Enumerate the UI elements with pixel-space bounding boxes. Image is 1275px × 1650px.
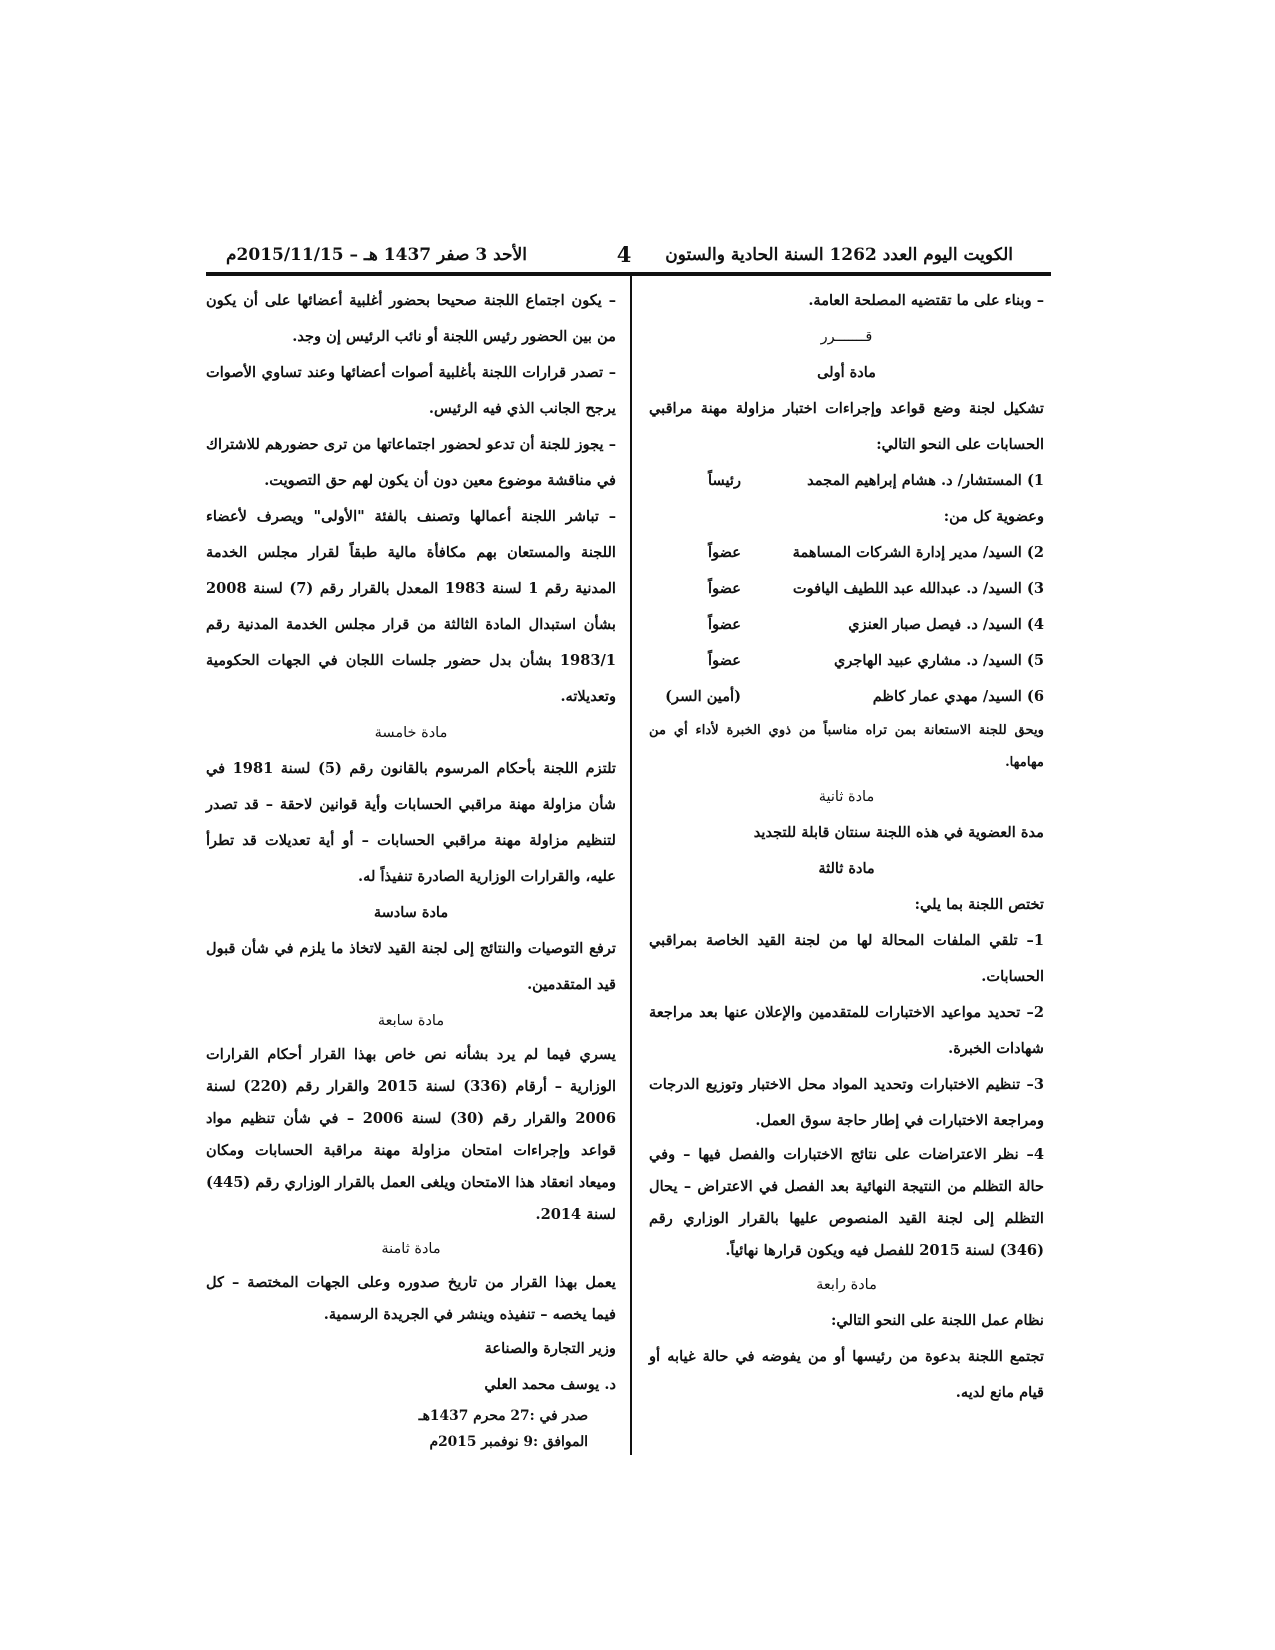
rule-item: – يجوز للجنة أن تدعو لحضور اجتماعاتها من ترى حضورهم للاشتراك في مناقشة موضوع معين دون أن يكون لهم حق التصويت. (206, 436, 616, 489)
member-name: 6) السيد/ مهدي عمار كاظم (872, 688, 1044, 705)
article-7-title: مادة سابعة (377, 1013, 445, 1029)
article-3-item: 4– نظر الاعتراضات على نتائج الاختبارات والفصل فيها – وفي حالة التظلم من النتيجة النهائية بعد الفصل في الاعتراض – يحال التظلم إلى لجنة القيد المنصوص عليها بالقرار الوزاري رقم (346) لسنة 2015 للفصل فيه ويكون قرارها نهائياً. (649, 1146, 1044, 1259)
header-date: الأحد 3 صفر 1437 هـ – 2015/11/15م (226, 245, 527, 265)
member-name: 5) السيد/ د. مشاري عبيد الهاجري (833, 652, 1044, 669)
member-row (649, 679, 1044, 715)
article-4-text: تجتمع اللجنة بدعوة من رئيسها أو من يفوضه في حالة غيابه أو قيام مانع لديه. (649, 1348, 1044, 1401)
member-role: (أمين السر) (665, 688, 741, 705)
article-3-intro: تختص اللجنة بما يلي: (914, 896, 1044, 913)
article-6-title: مادة سادسة (373, 904, 449, 921)
article-7-text: يسري فيما لم يرد بشأنه نص خاص بهذا القرار أحكام القرارات الوزارية – أرقام (336) لسنة 2015 والقرار رقم (220) لسنة 2006 والقرار رقم (30) لسنة 2006 – في شأن تنظيم مواد قواعد وإجراءات امتحان مزاولة مهنة مراقبة الحسابات ومكان وميعاد انعقاد هذا الامتحان ويلغى العمل بالقرار الوزاري رقم (445) لسنة 2014. (206, 1046, 616, 1223)
article-5-title: مادة خامسة (374, 725, 448, 741)
member-role: عضواً (708, 652, 741, 669)
member-name: 2) السيد/ مدير إدارة الشركات المساهمة (792, 544, 1044, 561)
article-5-text: تلتزم اللجنة بأحكام المرسوم بالقانون رقم (5) لسنة 1981 في شأن مزاولة مهنة مراقبي الحسابات وأية قوانين لاحقة – قد تصدر لتنظيم مزاولة مهنة مراقبي الحسابات – أو أية تعديلات قد تطرأ عليه، والقرارات الوزارية الصادرة تنفيذاً له. (206, 760, 616, 885)
article-1-title: مادة أولى (817, 364, 876, 381)
intro-text: – وبناء على ما تقتضيه المصلحة العامة. (808, 292, 1044, 309)
member-name: 1) المستشار/ د. هشام إبراهيم المجمد (807, 472, 1044, 489)
rule-item: – يكون اجتماع اللجنة صحيحا بحضور أغلبية أعضائها على أن يكون من بين الحضور رئيس اللجنة أو نائب الرئيس إن وجد. (206, 292, 616, 345)
column-divider (630, 276, 632, 1455)
minister-title: وزير التجارة والصناعة (484, 1340, 616, 1357)
header-issue-info: الكويت اليوم العدد 1262 السنة الحادية والستون (665, 245, 1013, 265)
experts-note: ويحق للجنة الاستعانة بمن تراه مناسباً من ذوي الخبرة لأداء أي من مهامها. (649, 723, 1044, 770)
article-6-text: ترفع التوصيات والنتائج إلى لجنة القيد لاتخاذ ما يلزم في شأن قبول قيد المتقدمين. (206, 940, 616, 993)
member-row (649, 607, 1044, 643)
article-3-item: 3– تنظيم الاختبارات وتحديد المواد محل الاختبار وتوزيع الدرجات ومراجعة الاختبارات في إطار حاجة سوق العمل. (649, 1076, 1044, 1129)
committee-chair (649, 463, 1044, 499)
article-8-text: يعمل بهذا القرار من تاريخ صدوره وعلى الجهات المختصة – كل فيما يخصه – تنفيذه وينشر في الجريدة الرسمية. (206, 1274, 616, 1323)
member-row (649, 535, 1044, 571)
rule-item: – تباشر اللجنة أعمالها وتصنف بالفئة "الأولى" ويصرف لأعضاء اللجنة والمستعان بهم مكافأة مالية طبقاً لقرار مجلس الخدمة المدنية رقم 1 لسنة 1983 المعدل بالقرار رقم (7) لسنة 2008 بشأن استبدال المادة الثالثة من قرار مجلس الخدمة المدنية رقم 1983/1 بشأن بدل حضور جلسات اللجان في الجهات الحكومية وتعديلاته. (206, 508, 616, 705)
decree-word: قـــــــرر (820, 329, 873, 345)
header-rule (206, 272, 1051, 276)
article-1-text: تشكيل لجنة وضع قواعد وإجراءات اختبار مزاولة مهنة مراقبي الحسابات على النحو التالي: (649, 400, 1044, 453)
member-name: 4) السيد/ د. فيصل صبار العنزي (848, 616, 1044, 633)
members-intro: وعضوية كل من: (943, 508, 1044, 525)
member-role: عضواً (708, 616, 741, 633)
member-role: رئيساً (708, 472, 741, 489)
rule-item: – تصدر قرارات اللجنة بأغلبية أصوات أعضائها وعند تساوي الأصوات يرجح الجانب الذي فيه الرئيس. (206, 364, 616, 417)
issued-gregorian: الموافق :9 نوفمبر 2015م (429, 1434, 588, 1450)
members-list (649, 535, 1044, 715)
member-name: 3) السيد/ د. عبدالله عبد اللطيف اليافوت (792, 580, 1044, 597)
article-8-title: مادة ثامنة (381, 1241, 441, 1257)
article-2-title: مادة ثانية (818, 789, 875, 805)
member-role: عضواً (708, 544, 741, 561)
article-2-text: مدة العضوية في هذه اللجنة سنتان قابلة للتجديد (753, 824, 1044, 841)
left-column (206, 283, 616, 1455)
article-4-intro: نظام عمل اللجنة على النحو التالي: (830, 1312, 1044, 1329)
member-row (649, 643, 1044, 679)
right-column (649, 283, 1044, 1411)
member-role: عضواً (708, 580, 741, 597)
page-number: 4 (616, 242, 632, 267)
member-row (649, 571, 1044, 607)
article-4-title: مادة رابعة (816, 1277, 877, 1293)
issued-hijri: صدر في :27 محرم 1437هـ (418, 1408, 588, 1424)
article-3-title: مادة ثالثة (818, 860, 875, 877)
article-3-item: 1– تلقي الملفات المحالة لها من لجنة القيد الخاصة بمراقبي الحسابات. (649, 932, 1044, 985)
article-3-item: 2– تحديد مواعيد الاختبارات للمتقدمين والإعلان عنها بعد مراجعة شهادات الخبرة. (649, 1004, 1044, 1057)
minister-name: د. يوسف محمد العلي (484, 1376, 616, 1393)
